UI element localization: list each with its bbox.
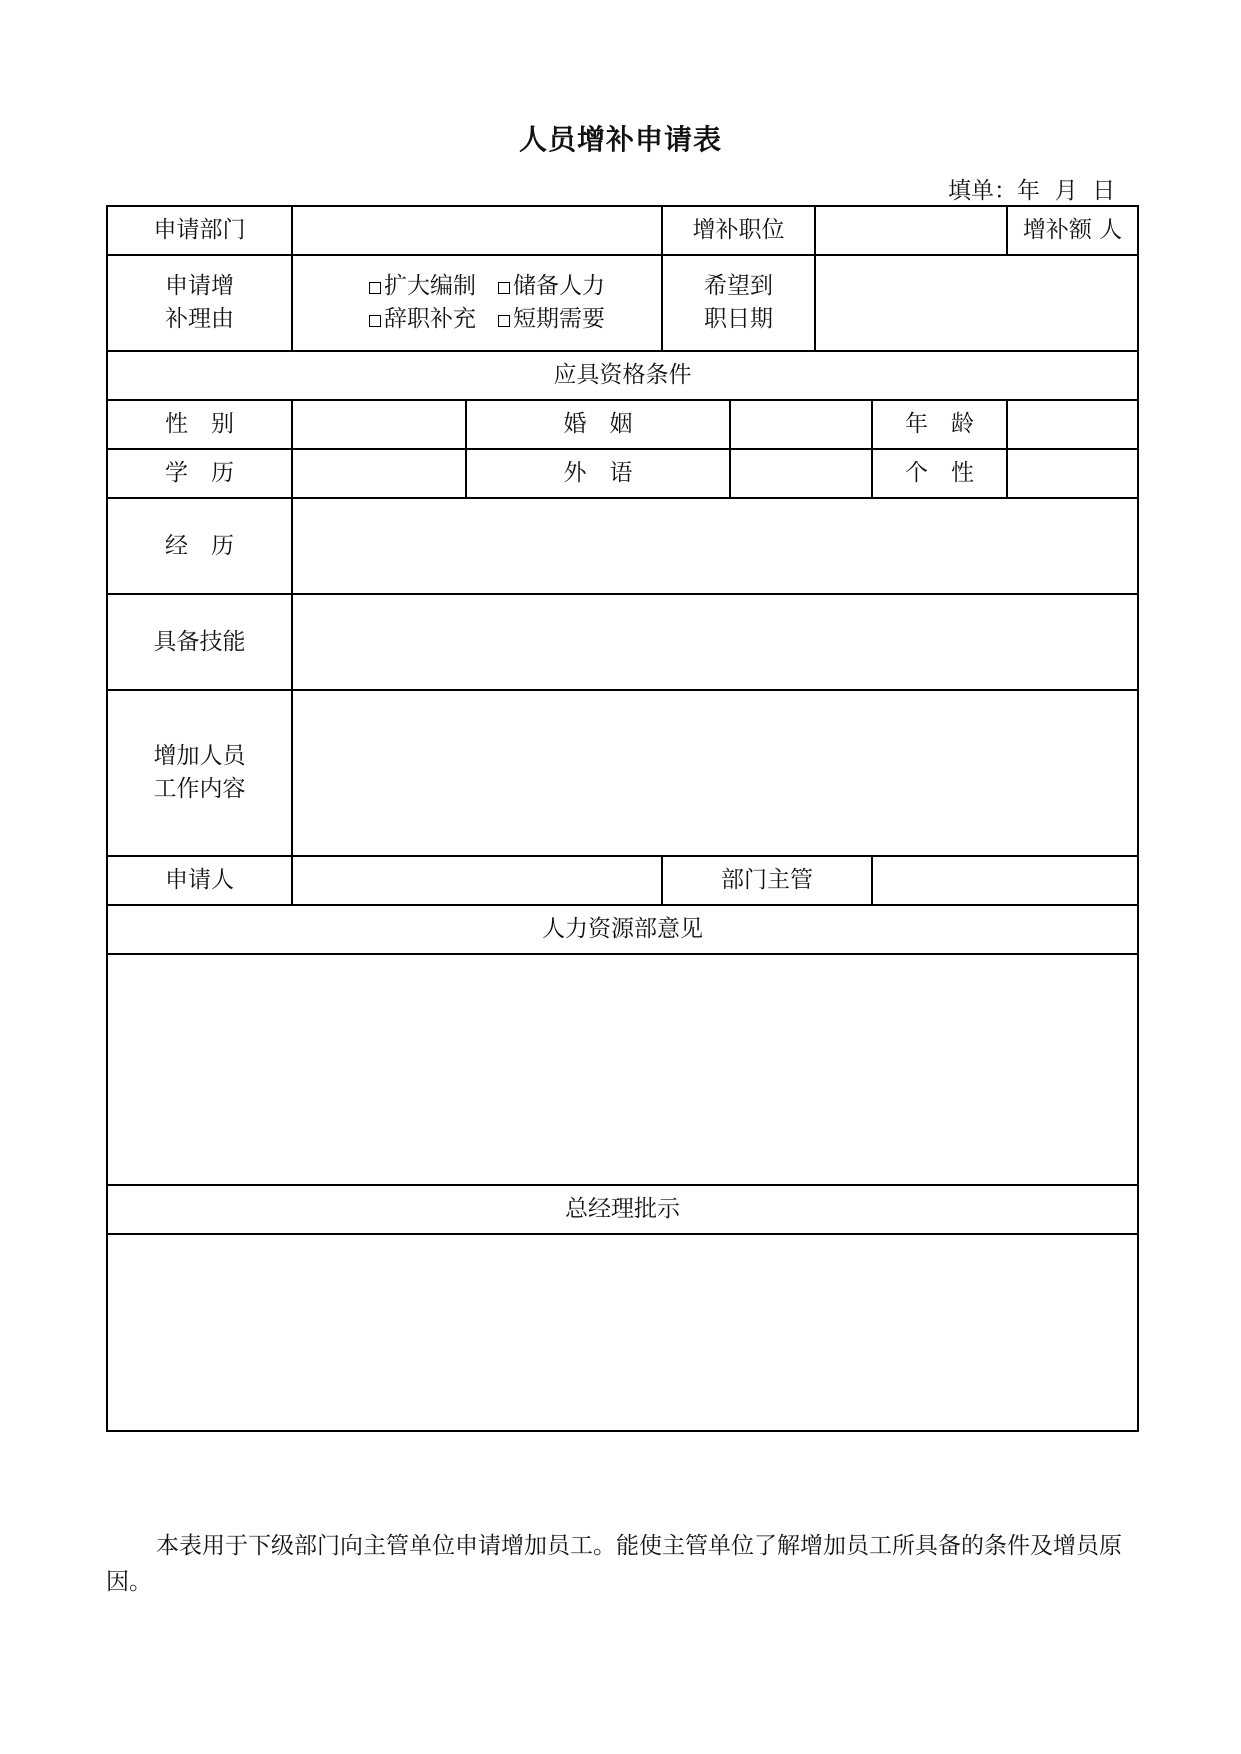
- page-title: 人员增补申请表: [518, 123, 722, 156]
- skills-field[interactable]: [292, 594, 1138, 690]
- hr-opinion-header: 人力资源部意见: [107, 905, 1138, 954]
- arrival-label: [662, 255, 815, 351]
- experience-label: 经 历: [107, 498, 292, 594]
- personality-label: 个 性: [872, 449, 1007, 498]
- supervisor-label: 部门主管: [662, 856, 872, 905]
- qualification-header: 应具资格条件: [107, 351, 1138, 400]
- education-label: 学 历: [107, 449, 292, 498]
- checkbox-icon[interactable]: [369, 315, 381, 327]
- supervisor-field[interactable]: [872, 856, 1138, 905]
- duties-field[interactable]: [292, 690, 1138, 856]
- arrival-label-line1: 希望到: [704, 273, 774, 299]
- age-label: 年 龄: [872, 400, 1007, 449]
- position-field[interactable]: [815, 206, 1007, 255]
- row-experience: [107, 498, 1138, 594]
- marriage-label: 婚 姻: [466, 400, 730, 449]
- row-hr-opinion: [107, 954, 1138, 1185]
- language-label: 外 语: [466, 449, 730, 498]
- row-hr-header: [107, 905, 1138, 954]
- gender-field[interactable]: [292, 400, 466, 449]
- gender-label: 性 别: [107, 400, 292, 449]
- row-gm-header: [107, 1185, 1138, 1234]
- application-form-table: [106, 205, 1139, 1432]
- duties-label-line2: 工作内容: [153, 776, 246, 802]
- reason-option-replace[interactable]: 辞职补充: [369, 303, 476, 336]
- education-field[interactable]: [292, 449, 466, 498]
- fill-date: 填单：年 月 日: [948, 178, 1116, 204]
- arrival-label-line2: 职日期: [704, 306, 774, 332]
- row-education: [107, 449, 1138, 498]
- row-gm-approval: [107, 1234, 1138, 1431]
- dept-field[interactable]: [292, 206, 662, 255]
- row-gender: [107, 400, 1138, 449]
- personality-field[interactable]: [1007, 449, 1138, 498]
- reason-options: [292, 255, 662, 351]
- quota-field[interactable]: 增补额 人: [1007, 206, 1138, 255]
- applicant-label: 申请人: [107, 856, 292, 905]
- checkbox-icon[interactable]: [498, 315, 510, 327]
- gm-approval-header: 总经理批示: [107, 1185, 1138, 1234]
- reason-option-expand[interactable]: 扩大编制: [369, 270, 476, 303]
- duties-label-line1: 增加人员: [153, 743, 246, 769]
- reason-label: [107, 255, 292, 351]
- dept-label: 申请部门: [107, 206, 292, 255]
- checkbox-icon[interactable]: [498, 282, 510, 294]
- row-skills: [107, 594, 1138, 690]
- usage-note: 本表用于下级部门向主管单位申请增加员工。能使主管单位了解增加员工所具备的条件及增员原因。: [106, 1533, 1122, 1595]
- duties-label: [107, 690, 292, 856]
- row-reason: [107, 255, 1138, 351]
- language-field[interactable]: [730, 449, 872, 498]
- reason-option-reserve[interactable]: 储备人力: [498, 270, 605, 303]
- applicant-field[interactable]: [292, 856, 662, 905]
- reason-label-line1: 申请增: [165, 273, 234, 299]
- checkbox-icon[interactable]: [369, 282, 381, 294]
- skills-label: 具备技能: [107, 594, 292, 690]
- row-duties: [107, 690, 1138, 856]
- row-department: [107, 206, 1138, 255]
- gm-approval-field[interactable]: [107, 1234, 1138, 1431]
- row-signatures: [107, 856, 1138, 905]
- experience-field[interactable]: [292, 498, 1138, 594]
- hr-opinion-field[interactable]: [107, 954, 1138, 1185]
- age-field[interactable]: [1007, 400, 1138, 449]
- marriage-field[interactable]: [730, 400, 872, 449]
- row-qualification-header: [107, 351, 1138, 400]
- arrival-date-field[interactable]: [815, 255, 1138, 351]
- reason-label-line2: 补理由: [165, 306, 234, 332]
- reason-option-shortterm[interactable]: 短期需要: [498, 303, 605, 336]
- position-label: 增补职位: [662, 206, 815, 255]
